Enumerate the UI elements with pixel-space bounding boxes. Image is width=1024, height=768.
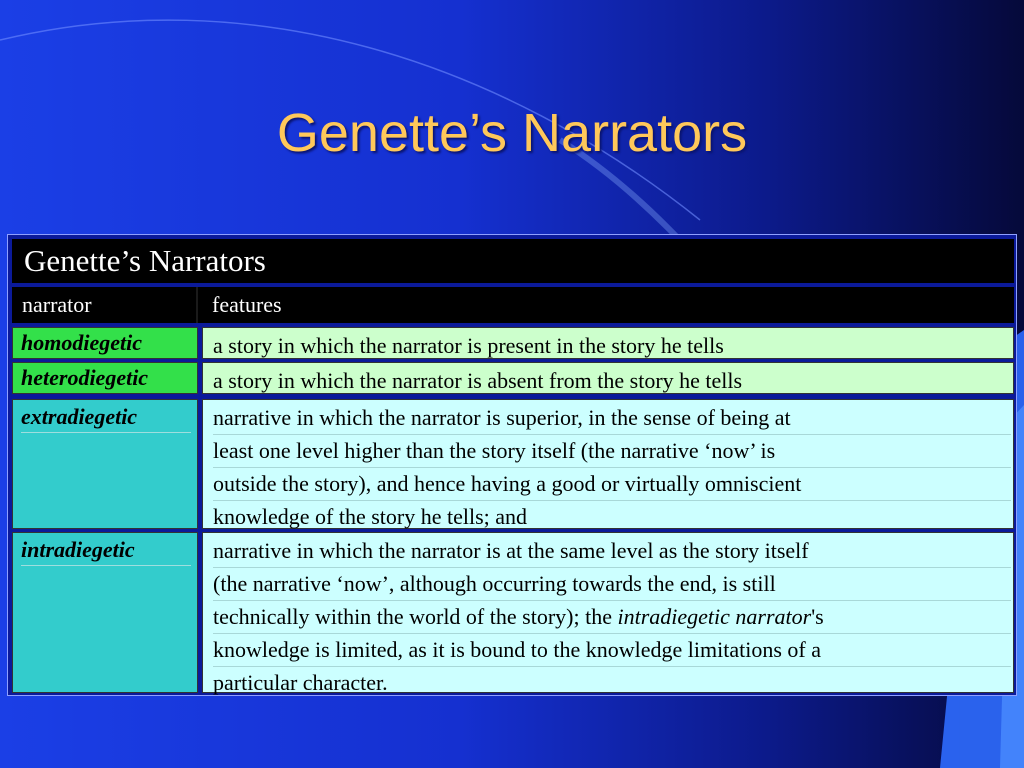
table-row-heterodiegetic <box>12 362 1014 394</box>
features-line: least one level higher than the story itself (the narrative ‘now’ is <box>213 435 1011 468</box>
features-line-end: 's <box>811 604 824 629</box>
intradiegetic-narrator-term: intradiegetic narrator <box>617 604 812 629</box>
table-row-intradiegetic <box>12 532 1014 693</box>
features-line: knowledge is limited, as it is bound to the knowledge limitations of a <box>213 634 1011 667</box>
features-line: (the narrative ‘now’, although occurring towards the end, is still <box>213 568 1011 601</box>
features-cell <box>202 327 1014 359</box>
features-line: outside the story), and hence having a good or virtually omniscient <box>213 468 1011 501</box>
features-line <box>213 601 1011 634</box>
features-text: a story in which the narrator is absent from the story he tells <box>213 368 743 393</box>
features-line: knowledge of the story he tells; and <box>213 504 528 529</box>
header-narrator: narrator <box>22 292 92 317</box>
term-label: heterodiegetic <box>21 365 149 390</box>
features-text: a story in which the narrator is present in the story he tells <box>213 333 724 358</box>
term-label: extradiegetic <box>21 402 191 433</box>
features-line-start: technically within the world of the story); the <box>213 604 618 629</box>
header-divider <box>196 287 198 323</box>
header-features: features <box>212 292 282 317</box>
features-cell <box>202 399 1014 529</box>
narrators-table <box>7 234 1017 696</box>
table-title: Genette’s Narrators <box>12 239 1014 283</box>
slide-title: Genette’s Narrators <box>276 103 748 163</box>
features-cell <box>202 362 1014 394</box>
features-cell <box>202 532 1014 693</box>
features-line: narrative in which the narrator is at the same level as the story itself <box>213 535 1011 568</box>
term-label: homodiegetic <box>21 330 142 355</box>
features-text <box>213 535 1011 699</box>
term-label: intradiegetic <box>21 535 191 566</box>
term-cell <box>12 362 198 394</box>
term-cell <box>12 399 198 529</box>
term-cell <box>12 327 198 359</box>
table-row-extradiegetic <box>12 399 1014 529</box>
features-line: narrative in which the narrator is superior, in the sense of being at <box>213 402 1011 435</box>
term-cell <box>12 532 198 693</box>
features-text <box>213 402 1011 533</box>
table-row-homodiegetic <box>12 327 1014 359</box>
table-header <box>12 287 1014 323</box>
features-line: particular character. <box>213 670 388 695</box>
